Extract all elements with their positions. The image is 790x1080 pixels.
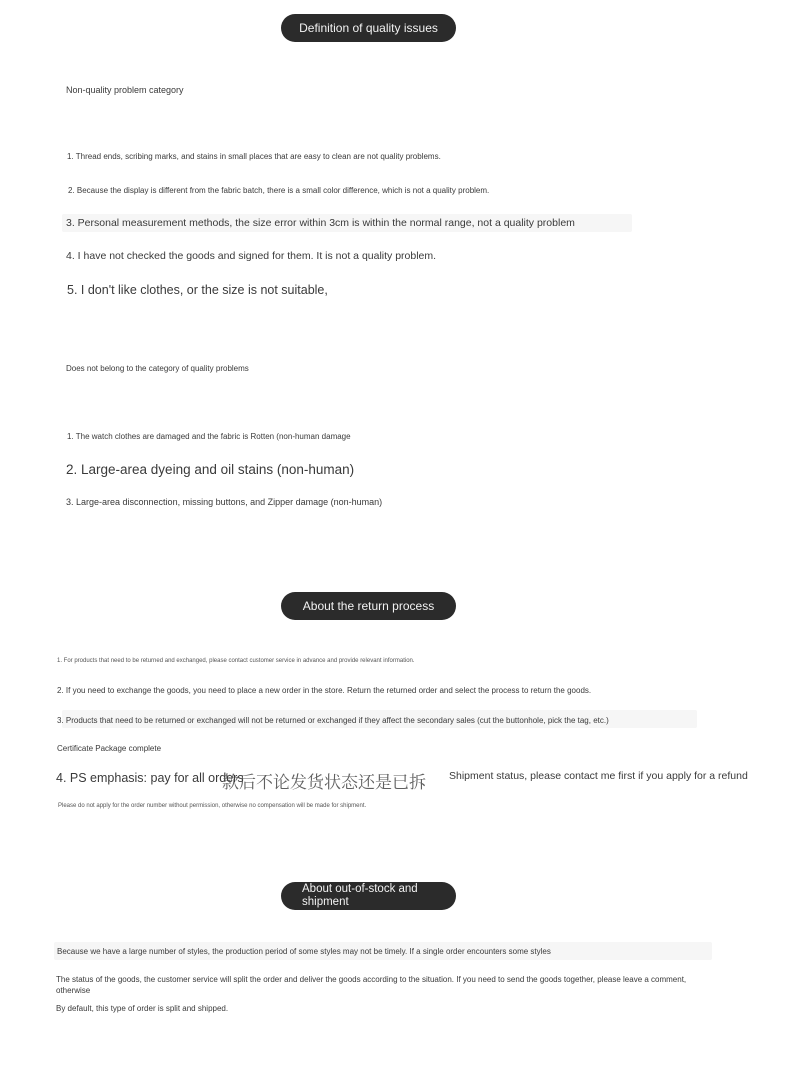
quality-item: 2. Large-area dyeing and oil stains (non-human) (66, 462, 355, 477)
return-warning: Please do not apply for the order number without permission, otherwise no compensation will be made for shipment. (58, 803, 367, 809)
non-quality-item: 5. I don't like clothes, or the size is not suitable, (67, 283, 328, 297)
non-quality-item: 3. Personal measurement methods, the size error within 3cm is within the normal range, not a quality problem (66, 217, 575, 229)
quality-item: 1. The watch clothes are damaged and the fabric is Rotten (non-human damage (67, 432, 351, 441)
section-title-stock: About out-of-stock and shipment (281, 882, 456, 910)
ps-emphasis: 4. PS emphasis: pay for all orders (56, 771, 244, 785)
shipment-status-note: Shipment status, please contact me first if you apply for a refund (449, 770, 748, 782)
return-item: 1. For products that need to be returned and exchanged, please contact customer service in advance and provide relevant information. (57, 658, 415, 664)
section-title-returns: About the return process (281, 592, 456, 620)
non-quality-item: 4. I have not checked the goods and signed for them. It is not a quality problem. (66, 250, 437, 262)
section-title-quality: Definition of quality issues (281, 14, 456, 42)
stock-line: Because we have a large number of styles, the production period of some styles may not be timely. If a single order encounters some styles (57, 947, 551, 956)
chinese-overlay-text: 款后不论发货状态还是已拆 (222, 773, 426, 792)
quality-item: 3. Large-area disconnection, missing buttons, and Zipper damage (non-human) (66, 497, 383, 507)
non-quality-heading: Non-quality problem category (66, 85, 184, 95)
non-quality-item: 2. Because the display is different from the fabric batch, there is a small color difference, which is not a quality problem. (68, 186, 490, 195)
return-item: 3. Products that need to be returned or exchanged will not be returned or exchanged if they affect the secondary sales (cut the buttonhole, pick the tag, etc.) (57, 716, 609, 725)
certificate-note: Certificate Package complete (57, 744, 162, 753)
non-quality-item: 1. Thread ends, scribing marks, and stains in small places that are easy to clean are not quality problems. (67, 152, 441, 161)
quality-heading: Does not belong to the category of quality problems (66, 364, 249, 373)
stock-line: By default, this type of order is split and shipped. (56, 1004, 229, 1013)
return-item: 2. If you need to exchange the goods, you need to place a new order in the store. Return the returned order and select the process to return the goods. (57, 686, 592, 695)
stock-line: The status of the goods, the customer service will split the order and deliver the goods according to the situation. If you need to send the goods together, please leave a comment, otherwise (56, 975, 687, 995)
